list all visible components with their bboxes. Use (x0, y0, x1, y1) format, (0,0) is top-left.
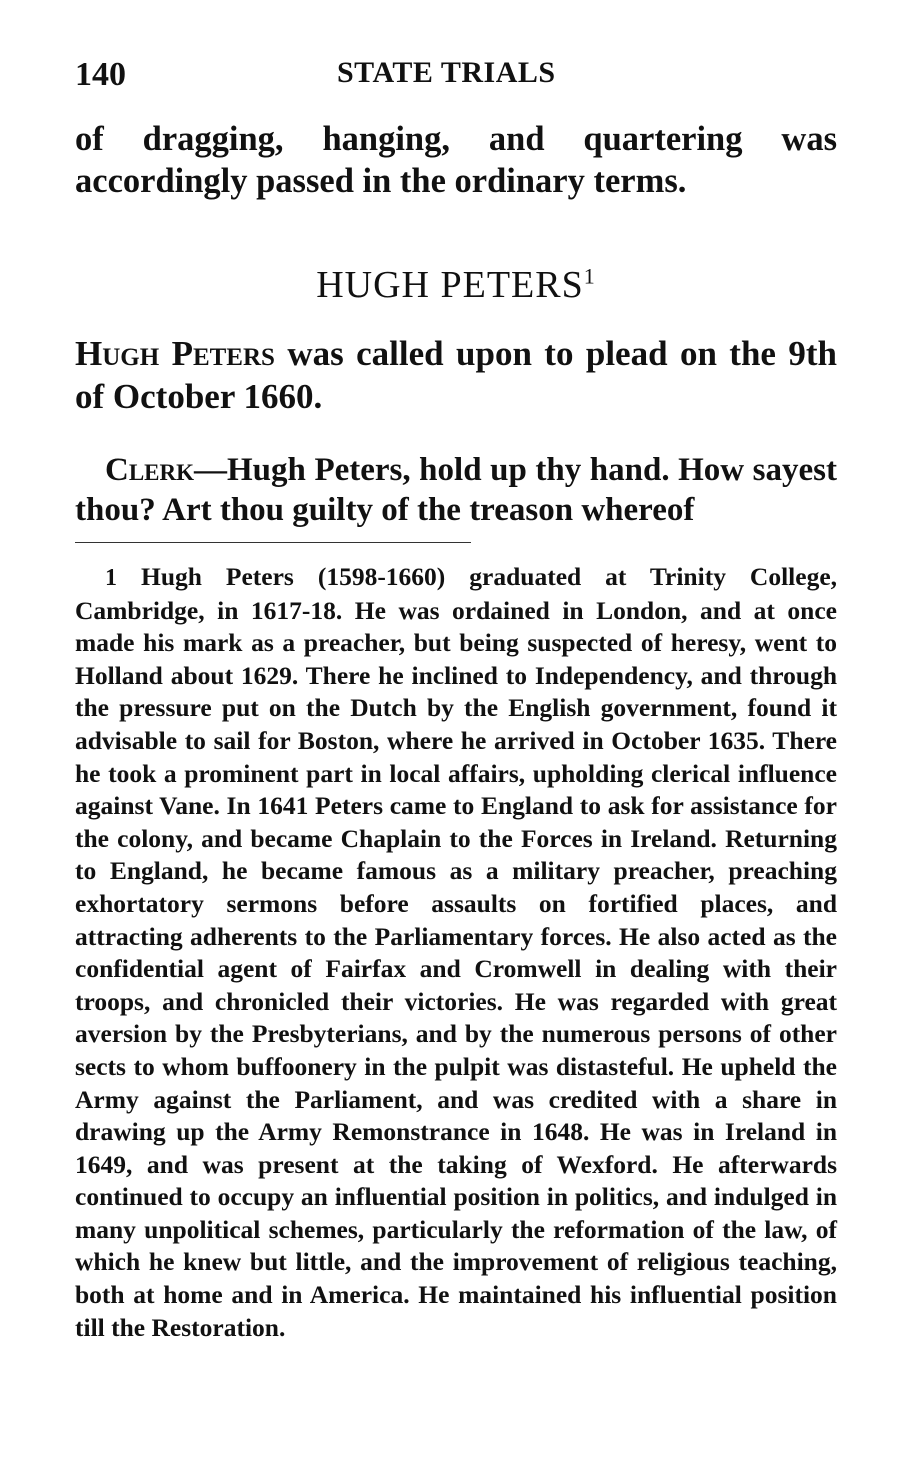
intro-paragraph (75, 332, 837, 418)
book-page (75, 50, 837, 1370)
running-head (75, 50, 837, 98)
section-title-text: HUGH PETERS (316, 264, 584, 306)
footnote-rule (75, 542, 471, 543)
opening-paragraph: of dragging, hanging, and quartering was accordingly passed in the ordinary terms. (75, 120, 837, 200)
section-title (75, 262, 837, 308)
footnote (75, 561, 837, 1344)
footnote-text: Hugh Peters (1598-1660) graduated at Trinity College, Cambridge, in 1617-18. He was ordained in London, and at once made his mark as a preacher, but being suspected of heresy, went to Holland about 1629. There he inclined to Independency, and through the pressure put on the Dutch by the English government, found it advisable to sail for Boston, where he arrived in October 1635. There he took a prominent part in local affairs, upholding clerical influence against Vane. In 1641 Peters came to England to ask for assistance for the colony, and became Chaplain to the Forces in Ireland. Returning to England, he became famous as a military preacher, preaching exhortatory sermons before assaults on fortified places, and attracting adherents to the Parliamentary forces. He also acted as the confidential agent of Fairfax and Cromwell in dealing with their troops, and chronicled their victories. He was regarded with great aversion by the Presbyterians, and by the numerous persons of other sects to whom buffoonery in the pulpit was distasteful. He upheld the Army against the Parliament, and was credited with a share in drawing up the Army Remonstrance in 1648. He was in Ireland in 1649, and was present at the taking of Wexford. He afterwards continued to occupy an influential position in politics, and indulged in many unpolitical schemes, particularly the reformation of the law, of which he knew but little, and the improvement of religious teaching, both at home and in America. He maintained his influential position till the Restoration. (75, 562, 838, 1342)
running-title: STATE TRIALS (337, 56, 556, 89)
clerk-speaker: Clerk (105, 452, 195, 488)
footnote-reference: 1 (583, 263, 596, 289)
intro-name: Hugh Peters (75, 334, 275, 373)
clerk-paragraph (75, 450, 837, 530)
intro-text: was called upon to plead on the 9th of October 1660. (75, 334, 837, 416)
page-number: 140 (75, 56, 126, 93)
clerk-text: —Hugh Peters, hold up thy hand. How sayest thou? Art thou guilty of the treason whereof (75, 452, 837, 528)
footnote-mark: 1 (105, 565, 117, 591)
